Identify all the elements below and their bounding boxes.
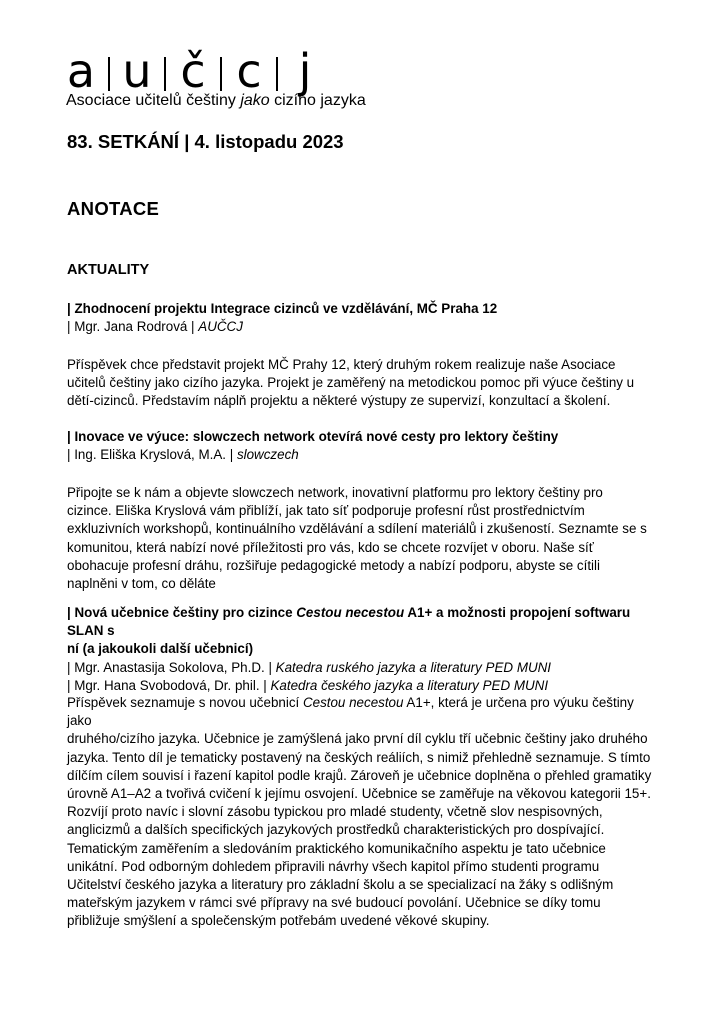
abstract-line: exkluzivních workshopů, kontinuálního vzdělávání a sdílení materiálů i zkušeností. Seznamte se s: [67, 521, 647, 537]
abstract-text: Příspěvek seznamuje s novou učebnicí: [67, 695, 303, 710]
logo-tagline: [66, 92, 366, 110]
abstract-line: komunitou, která nabízí nové příležitosti pro vás, kdo se chcete rozvíjet v oboru. Naše síť: [67, 539, 594, 555]
talk-2: [67, 428, 659, 464]
speaker-name: | Mgr. Anastasija Sokolova, Ph.D. |: [67, 659, 276, 675]
logo-separator: [220, 57, 222, 91]
speaker-affiliation: AUČCJ: [198, 319, 243, 335]
speaker-name: | Mgr. Jana Rodrová |: [67, 319, 199, 335]
abstract-line: Učitelství českého jazyka a literatury pro základní školu a se specializací na žáky s odlišným: [67, 877, 614, 893]
subsection-title: AKTUALITY: [67, 262, 150, 278]
abstract-line: cizince. Eliška Kryslová vám přiblíží, jak tato síť podporuje profesní růst prostřednictvím: [67, 503, 585, 519]
abstract-line: dílčím cílem souvisí i řazení kapitol podle krajů. Zároveň je učebnice doplněna o přehled gramatiky: [67, 767, 652, 783]
tagline-text: Asociace učitelů češtiny: [66, 92, 241, 109]
logo-separator: [276, 57, 278, 91]
speaker-line: [67, 446, 659, 464]
talk-3-abstract: [67, 694, 659, 931]
speaker-affiliation: Katedra ruského jazyka a literatury PED MUNI: [275, 659, 552, 675]
title-text: A1+ a možnosti propojení softwaru SLAN s: [67, 605, 631, 639]
abstract-line: anglicizmů a dalších specifických jazykových prostředků charakteristických pro dospívající.: [67, 822, 605, 838]
speaker-line: [67, 677, 659, 695]
talk-title: | Inovace ve výuce: slowczech network otevírá nové cesty pro lektory češtiny: [67, 429, 559, 444]
logo-separator: [108, 57, 110, 91]
speaker-line: [67, 318, 659, 336]
speaker-name: | Mgr. Hana Svobodová, Dr. phil. |: [67, 677, 271, 693]
logo-letter: č: [180, 44, 206, 98]
section-title: ANOTACE: [67, 198, 160, 219]
abstract-line: Připojte se k nám a objevte slowczech network, inovativní platformu pro lektory češtiny pro: [67, 485, 603, 500]
logo-letter: j: [298, 44, 312, 98]
logo-separator: [164, 57, 166, 91]
talk-2-abstract: [67, 484, 659, 593]
abstract-line: Tematickým zaměřením a sledováním praktického komunikačního aspektu je tato učebnice: [67, 840, 606, 856]
abstract-line: úrovně A1–A2 a tvořivá cvičení k jejímu osvojení. Učebnice se zaměřuje na věkovou kategorii 15+.: [67, 786, 651, 802]
abstract-text: A1+, která je určena pro výuku češtiny jako: [67, 695, 634, 729]
talk-title-line2: ní (a jakoukoli další učebnicí): [67, 641, 254, 657]
abstract-line: obohacuje profesní dráhu, rozšiřuje pedagogické metody a nabízí podporu, abyste se cítili: [67, 557, 600, 573]
talk-title: [67, 604, 659, 640]
title-italic: Cestou necestou: [296, 605, 405, 620]
logo-letter: u: [122, 44, 152, 98]
logo-letter: c: [236, 44, 262, 98]
abstract-line: učitelů češtiny jako cizího jazyka. Projekt je zaměřený na metodickou pomoc při výuce češtiny u: [67, 375, 635, 391]
abstract-line: přibližuje smýšlení a společenským potřebám uvedené věkové skupiny.: [67, 913, 490, 929]
abstract-line: dětí-cizinců. Představím náplň projektu a některé výstupy ze supervizí, konzultací a školení.: [67, 393, 611, 409]
logo-letter: a: [66, 44, 96, 98]
abstract-line: naplněni v tom, co děláte: [67, 576, 216, 592]
speaker-affiliation: Katedra českého jazyka a literatury PED MUNI: [270, 677, 549, 693]
aucj-logo: [66, 40, 386, 110]
abstract-line: druhého/cizího jazyka. Učebnice je zamýšlená jako první díl cyklu tří učebnic češtiny jako druhého: [67, 731, 648, 747]
abstract-line: mateřským jazykem v rámci své přípravy na své budoucí povolání. Učebnice se díky tomu: [67, 895, 601, 911]
talk-1: [67, 300, 659, 336]
tagline-italic: jako: [240, 92, 270, 109]
tagline-text: cizího jazyka: [269, 92, 366, 109]
abstract-line: jazyka. Tento díl je tematicky postavený na českých reáliích, s nimiž přehledně seznamuje. S tímto: [67, 749, 651, 765]
abstract-italic: Cestou necestou: [302, 695, 404, 710]
abstract-line: unikátní. Pod odborným dohledem připravili návrhy všech kapitol přímo studenti programu: [67, 858, 600, 874]
abstract-line: Rozvíjí proto navíc i slovní zásobu typickou pro mladé studenty, včetně slov nespisovných,: [67, 804, 603, 820]
speaker-line: [67, 659, 659, 677]
abstract-line: [67, 694, 659, 730]
talk-title: | Zhodnocení projektu Integrace cizinců ve vzdělávání, MČ Praha 12: [67, 301, 498, 316]
abstract-line: Příspěvek chce představit projekt MČ Prahy 12, který druhým rokem realizuje naše Asociace: [67, 357, 616, 372]
speaker-affiliation: slowczech: [236, 447, 299, 463]
speaker-name: | Ing. Eliška Kryslová, M.A. |: [67, 447, 237, 463]
meeting-title: 83. SETKÁNÍ | 4. listopadu 2023: [67, 131, 344, 152]
talk-1-abstract: [67, 356, 659, 411]
talk-3: [67, 604, 659, 695]
logo-letters: [66, 40, 320, 98]
title-text: | Nová učebnice češtiny pro cizince: [67, 605, 297, 620]
